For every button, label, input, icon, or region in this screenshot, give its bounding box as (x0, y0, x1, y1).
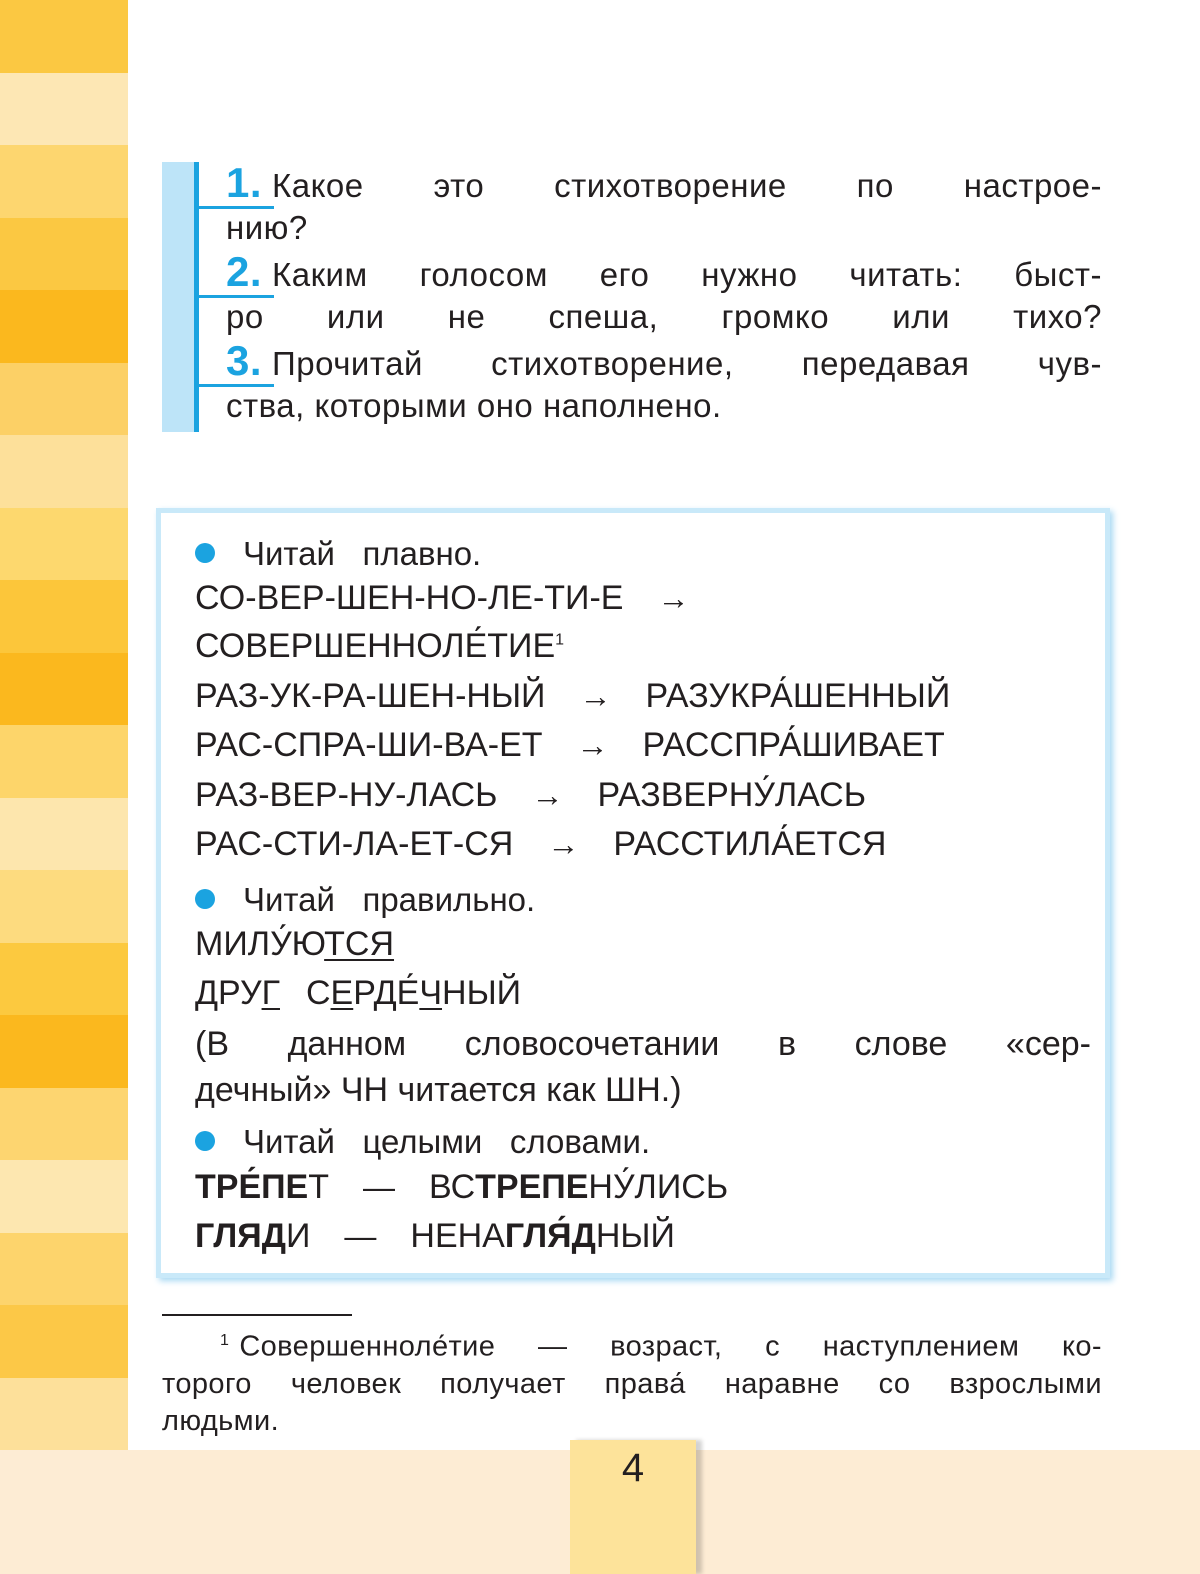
questions-sidebar-bar (162, 162, 194, 432)
decorative-stripe (0, 73, 128, 147)
note-text: (В данном словосочетании в слове «сер- (195, 1025, 1091, 1063)
footnote (162, 1322, 1102, 1440)
word-part-underlined: ТСЯ (324, 925, 395, 963)
arrow-icon: → (579, 678, 612, 714)
question-text: Прочитай стихотворение, передавая чув- (272, 345, 1102, 382)
word-part: НЫЙ (595, 1217, 675, 1255)
section-read-whole-words (195, 1123, 650, 1161)
word-part: Т (308, 1168, 330, 1206)
dash: — (363, 1169, 396, 1205)
footnote-marker: 1 (555, 631, 565, 649)
question-text: Какое это стихотворение по настрое- (272, 167, 1102, 204)
question-3 (226, 337, 1102, 427)
decorative-stripe (0, 1378, 128, 1452)
word-part-bold: ГЛЯ́Д (504, 1217, 596, 1255)
decorative-stripe (0, 870, 128, 944)
word-part: ДРУ (195, 974, 262, 1012)
syllable-row (195, 677, 950, 716)
syllable-row (195, 776, 866, 815)
dash: — (344, 1218, 377, 1254)
section-title: Читай плавно. (243, 535, 482, 572)
word-part: НЫЙ (442, 974, 522, 1012)
footnote-text: Совершенноле́тие — возраст, с наступлением ко- (239, 1330, 1102, 1363)
decorative-stripe (0, 290, 128, 364)
word-part: РДЕ́ (353, 974, 420, 1012)
decorative-stripe (0, 435, 128, 509)
whole-word-row (195, 627, 564, 666)
word-part: НЕНА (410, 1217, 505, 1255)
word-part: И (285, 1217, 311, 1255)
syllables: РАС-СПРА-ШИ-ВА-ЕТ (195, 726, 543, 764)
decorative-stripe (0, 145, 128, 219)
word-part-bold: ТРЕ́ПЕ (195, 1168, 309, 1206)
questions-block (162, 159, 1102, 432)
question-2 (226, 248, 1102, 338)
arrow-icon: → (531, 777, 564, 813)
syllable-row (195, 579, 724, 618)
whole-word: РАЗВЕРНУ́ЛАСЬ (597, 776, 867, 814)
question-number: 3. (226, 337, 263, 384)
word-part: НУ́ЛИСЬ (588, 1168, 729, 1206)
whole-word: РАССТИЛА́ЕТСЯ (613, 825, 887, 863)
page-number: 4 (621, 1446, 645, 1490)
bullet-icon (195, 1131, 215, 1151)
syllables: РАЗ-ВЕР-НУ-ЛАСЬ (195, 776, 498, 814)
decorative-stripe (0, 580, 128, 654)
decorative-stripe (0, 1015, 128, 1089)
arrow-icon: → (657, 580, 690, 616)
decorative-stripe (0, 1305, 128, 1379)
decorative-stripe (0, 508, 128, 582)
section-read-correctly (195, 881, 535, 919)
section-title: Читай правильно. (243, 881, 536, 918)
word-part-bold: ГЛЯД (195, 1217, 286, 1255)
word-part-underlined: Г (261, 974, 280, 1012)
whole-word: РАССПРА́ШИВАЕТ (642, 726, 945, 764)
syllable-row (195, 726, 945, 765)
arrow-icon: → (576, 727, 609, 763)
decorative-stripe (0, 0, 128, 74)
word-part-underlined: Ч (419, 974, 443, 1012)
word-part-underlined: Е (330, 974, 354, 1012)
decorative-stripe (0, 653, 128, 727)
footnote-text: людьми. (162, 1404, 280, 1437)
decorative-stripe (0, 725, 128, 799)
page-number-tab (570, 1440, 696, 1574)
syllables: РАС-СТИ-ЛА-ЕТ-СЯ (195, 825, 514, 863)
question-text: нию? (226, 209, 308, 246)
footnote-rule (162, 1314, 352, 1316)
bullet-icon (195, 889, 215, 909)
bullet-icon (195, 543, 215, 563)
section-read-smoothly (195, 535, 481, 573)
word-part-bold: ТРЕПЕ (475, 1168, 589, 1206)
decorative-stripe (0, 218, 128, 292)
question-text: ства, которыми оно наполнено. (226, 387, 722, 424)
decorative-stripes (0, 0, 128, 1450)
question-text: ро или не спеша, громко или тихо? (226, 298, 1102, 335)
question-number: 2. (226, 248, 263, 295)
decorative-stripe (0, 363, 128, 437)
whole-word: РАЗУКРА́ШЕННЫЙ (645, 677, 951, 715)
phrase-drug-serdechny (195, 974, 521, 1013)
whole-word: СОВЕРШЕННОЛЕ́ТИЕ (195, 627, 556, 665)
question-number: 1. (226, 159, 263, 206)
decorative-stripe (0, 1160, 128, 1234)
word-pair (195, 1168, 728, 1207)
word-milu (195, 925, 394, 964)
question-text: Каким голосом его нужно читать: быст- (272, 256, 1102, 293)
arrow-icon: → (547, 826, 580, 862)
word-part: ВС (429, 1168, 476, 1206)
pronunciation-note (195, 1021, 1091, 1113)
section-title: Читай целыми словами. (243, 1123, 651, 1160)
syllables: СО-ВЕР-ШЕН-НО-ЛЕ-ТИ-Е (195, 579, 624, 617)
decorative-stripe (0, 943, 128, 1017)
word-pair (195, 1217, 675, 1256)
word-part: С (305, 974, 331, 1012)
footnote-text: торого человек получает права́ наравне со взрослыми (162, 1367, 1102, 1400)
reading-exercise-box (156, 508, 1110, 1278)
decorative-stripe (0, 1233, 128, 1307)
footnote-marker: 1 (220, 1332, 230, 1349)
question-1 (226, 159, 1102, 249)
decorative-stripe (0, 798, 128, 872)
decorative-stripe (0, 1088, 128, 1162)
note-text: дечный» ЧН читается как ШН.) (195, 1071, 682, 1109)
syllables: РАЗ-УК-РА-ШЕН-НЫЙ (195, 677, 546, 715)
word-part: МИЛУ́Ю (195, 925, 325, 963)
syllable-row (195, 825, 886, 864)
